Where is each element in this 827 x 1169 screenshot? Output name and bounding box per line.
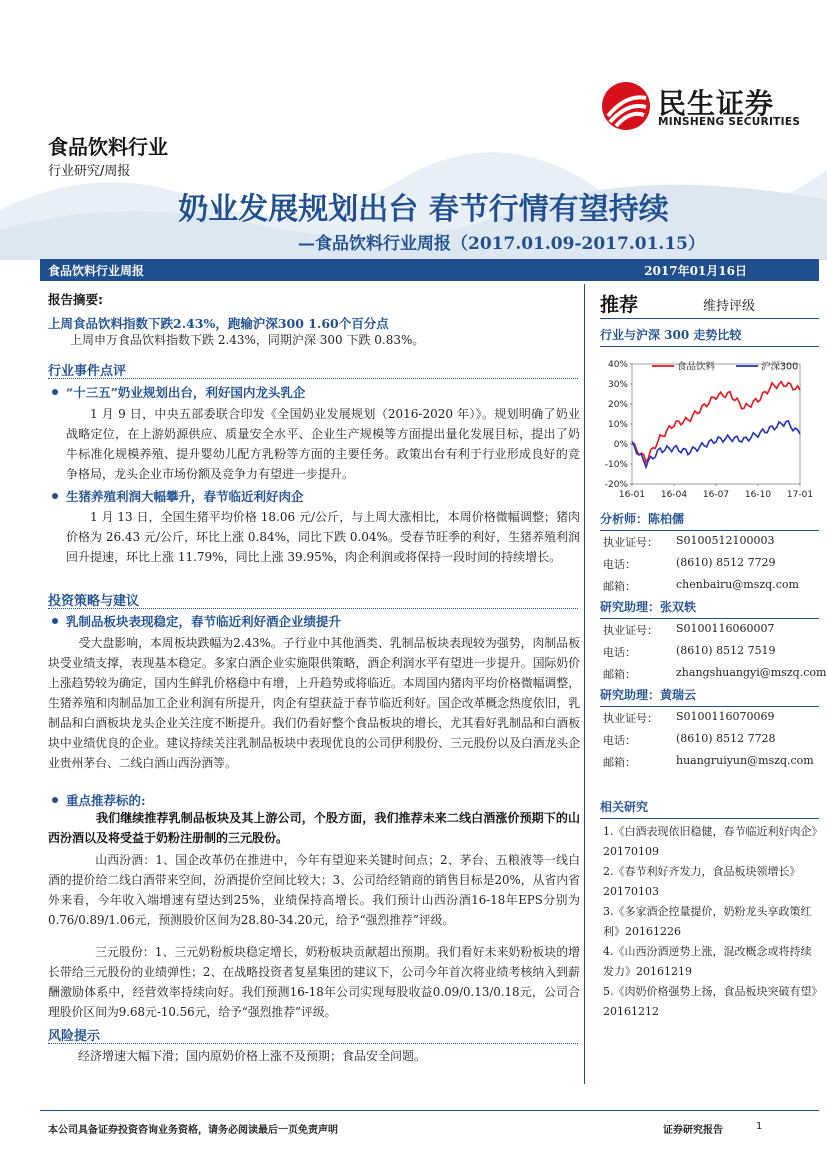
analyst-contact-row — [603, 666, 827, 682]
events-section-rule — [48, 378, 578, 379]
x-tick-label: 16-07 — [702, 490, 730, 500]
x-tick-label: 16-01 — [618, 490, 646, 500]
contact-value: S0100116070069 — [676, 710, 775, 723]
logo-english-name: MINSHENG SECURITIES — [658, 116, 801, 128]
contact-value: (8610) 8512 7519 — [676, 644, 776, 657]
contact-label: 邮箱： — [603, 668, 636, 681]
contact-label: 电话： — [603, 558, 636, 571]
report-category: 行业研究/周报 — [48, 164, 131, 179]
report-info-bar — [40, 259, 819, 281]
chart-title: 行业与沪深 300 走势比较 — [600, 326, 819, 347]
legend-label: 沪深300 — [761, 361, 799, 373]
analyst-contact-row — [603, 622, 775, 638]
contact-label: 电话： — [603, 646, 636, 659]
y-tick-label: 30% — [607, 380, 628, 390]
report-title: 奶业发展规划出台 春节行情有望持续 — [178, 192, 669, 227]
bullet-icon — [52, 389, 58, 395]
performance-chart — [598, 350, 820, 510]
x-tick-label: 17-01 — [786, 490, 814, 500]
related-list — [603, 822, 817, 1022]
report-type: 食品饮料行业周报 — [48, 264, 145, 278]
page-number: 1 — [756, 1121, 763, 1132]
analyst-contact-row — [603, 556, 776, 572]
bullet-icon — [52, 493, 58, 499]
strategy-heading-1: 乳制品板块表现稳定，春节临近利好酒企业绩提升 — [66, 614, 342, 629]
events-text-2: 1 月 13 日，全国生猪平均价格 18.06 元/公斤，与上周大涨相比，本周价格微幅调整；猪肉价格为 26.43 元/公斤，环比上涨 0.84%，同比下跌 0.04%。受春节旺季的利好，生猪养殖利润回升提速，环比上涨 11.79%，同比上涨 39.95%，肉企利润或将保持一段时间的持续增长。 — [66, 510, 580, 564]
rating-status: 维持评级 — [703, 299, 756, 314]
footer-disclaimer: 本公司具备证券投资咨询业务资格，请务必阅读最后一页免责声明 — [48, 1125, 338, 1136]
strategy-heading-2: 重点推荐标的: — [66, 793, 146, 808]
contact-label: 执业证号： — [603, 536, 658, 549]
chart-frame — [632, 364, 800, 484]
footer-label: 证券研究报告 — [663, 1125, 723, 1136]
contact-label: 执业证号： — [603, 712, 658, 725]
y-tick-label: 0% — [613, 440, 628, 450]
legend-label: 食品饮料 — [677, 361, 716, 373]
summary-label: 报告摘要: — [48, 292, 103, 307]
contact-value[interactable]: zhangshuangyi@mszq.com — [676, 666, 827, 679]
report-subtitle: —食品饮料行业周报（2017.01.09-2017.01.15） — [298, 234, 705, 254]
y-tick-label: 20% — [607, 400, 628, 410]
contact-value: (8610) 8512 7729 — [676, 556, 776, 569]
related-item[interactable]: 4.《山西汾酒逆势上涨，混改概念或将持续发力》20161219 — [603, 945, 812, 978]
related-item[interactable]: 3.《多家酒企控量提价，奶粉龙头享政策红利》20161226 — [603, 905, 812, 938]
analyst-role: 研究助理：张双轶 — [600, 598, 819, 619]
strategy-section-title: 投资策略与建议 — [48, 594, 140, 609]
y-tick-label: -10% — [604, 460, 628, 470]
analyst-role: 研究助理：黄瑞云 — [600, 686, 819, 707]
industry-name: 食品饮料行业 — [48, 135, 168, 159]
contact-value: S0100512100003 — [676, 534, 775, 547]
contact-label: 邮箱： — [603, 580, 636, 593]
analyst-contact-row — [603, 710, 775, 726]
y-tick-label: -20% — [604, 480, 628, 490]
contact-value[interactable]: chenbairu@mszq.com — [676, 578, 799, 591]
events-text-1: 1 月 9 日，中央五部委联合印发《全国奶业发展规划（2016-2020 年）》。规划明确了奶业战略定位，在上游奶源供应、质量安全水平、企业生产规模等方面提出量化发展目标，提出了奶牛标准化规模养殖、提升婴幼儿配方乳粉等方面的主要任务。政策出台有利于行业形成良好的竞争格局，龙头企业市场份额及竞争力有望进一步提升。 — [66, 407, 580, 481]
y-tick-label: 40% — [607, 360, 628, 370]
analyst-contact-row — [603, 732, 776, 748]
contact-value[interactable]: huangruiyun@mszq.com — [676, 754, 814, 767]
summary-text: 上周申万食品饮料指数下跌 2.43%，同期沪深 300 下跌 0.83%。 — [70, 333, 425, 347]
events-heading-2: 生猪养殖利润大幅攀升，春节临近利好肉企 — [66, 489, 304, 504]
risk-section-rule — [48, 1043, 578, 1044]
contact-value: S0100116060007 — [676, 622, 775, 635]
analyst-role: 分析师：陈柏儒 — [600, 510, 819, 531]
report-date: 2017年01月16日 — [644, 264, 747, 278]
analyst-contact-row — [603, 534, 775, 550]
bullet-icon — [52, 618, 58, 624]
analyst-contact-row — [603, 578, 799, 594]
x-tick-label: 16-10 — [744, 490, 772, 500]
analyst-contact-row — [603, 644, 776, 660]
left-column-divider — [584, 284, 585, 1084]
strategy-text-3: 山西汾酒：1、国企改革仍在推进中，今年有望迎来关键时间点；2、茅台、五粮液等一线白酒的提价给二线白酒带来空间，汾酒提价空间比较大；3、公司给经销商的销售目标是20%，从省内省外来看，今年收入端增速有望达到25%，业绩保持高增长。我们预计山西汾酒16-18年EPS分别为0.76/0.89/1.06元，预测股价区间为28.80-34.20元，给予“强烈推荐”评级。 — [48, 853, 580, 927]
strategy-text-2: 我们继续推荐乳制品板块及其上游公司，个股方面，我们推荐未来二线白酒涨价预期下的山西汾酒以及将受益于奶粉注册制的三元股份。 — [48, 811, 580, 845]
related-item[interactable]: 5.《肉奶价格强势上扬，食品板块突破有望》20161212 — [603, 985, 817, 1018]
contact-label: 执业证号： — [603, 624, 658, 637]
risk-text: 经济增速大幅下滑；国内原奶价格上涨不及预期；食品安全问题。 — [78, 1049, 427, 1063]
strategy-text-4: 三元股份：1、三元奶粉板块稳定增长，奶粉板块贡献超出预期。我们看好未来奶粉板块的增长带给三元股份的业绩弹性；2、在战略投资者复星集团的建议下，公司今年首次将业绩考核纳入到薪酬激励体系中，经营效率持续向好。我们预测16-18年公司实现每股收益0.09/0.13/0.18元，公司合理股价区间为9.68元-10.56元，给予“强烈推荐”评级。 — [48, 945, 580, 1019]
risk-section-title: 风险提示 — [48, 1029, 101, 1044]
summary-heading: 上周食品饮料指数下跌2.43%，跑输沪深300 1.60个百分点 — [48, 316, 389, 331]
analyst-contact-row — [603, 754, 814, 770]
contact-value: (8610) 8512 7728 — [676, 732, 776, 745]
bullet-icon — [52, 797, 58, 803]
x-tick-label: 16-04 — [660, 490, 688, 500]
events-section-title: 行业事件点评 — [48, 364, 127, 379]
strategy-text-1: 受大盘影响，本周板块跌幅为2.43%。子行业中其他酒类、乳制品板块表现较为强势，肉制品板块受业绩支撑，表现基本稳定。多家白酒企业实施限供策略，酒企利润水平有望进一步提升。国际奶价上涨趋势较为确定，国内生鲜乳价格稳中有增，上升趋势或将临近。本周国内猪肉平均价格微幅调整，生猪养殖和肉制品加工企业利润有所提升，肉企有望获益于春节临近利好。国企改革概念热度依旧，乳制品和白酒板块龙头企业关注度不断提升。我们仍看好整个食品板块的增长，尤其看好乳制品和白酒板块中业绩优良的企业。建议持续关注乳制品板块中表现优良的公司伊利股份、三元股份以及白酒龙头企业贵州茅台、二线白酒山西汾酒等。 — [48, 636, 580, 770]
events-heading-1: “十三五”奶业规划出台，利好国内龙头乳企 — [66, 385, 306, 400]
rating-rule — [600, 318, 819, 319]
related-item[interactable]: 1.《白酒表现依旧稳健，春节临近利好肉企》20170109 — [603, 825, 817, 858]
footer-rule — [40, 1110, 819, 1111]
logo-icon — [600, 80, 652, 132]
contact-label: 电话： — [603, 734, 636, 747]
strategy-section-rule — [48, 608, 578, 609]
contact-label: 邮箱： — [603, 756, 636, 769]
y-tick-label: 10% — [607, 420, 628, 430]
rating-label: 推荐 — [600, 294, 639, 316]
logo-name: 民生证券 — [658, 87, 775, 120]
related-title: 相关研究 — [600, 798, 819, 819]
related-item[interactable]: 2.《春节利好齐发力，食品板块领增长》20170103 — [603, 865, 801, 898]
